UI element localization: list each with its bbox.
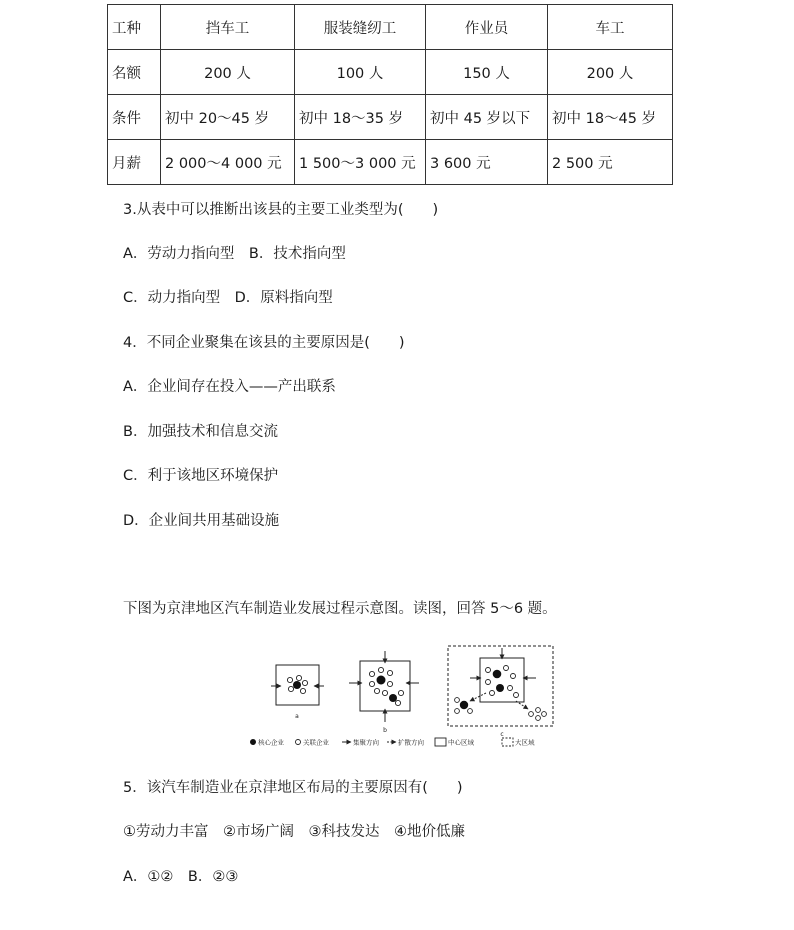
related-company-icon — [296, 740, 301, 745]
legend-related: 关联企业 — [303, 738, 329, 747]
table-cell: 条件 — [108, 95, 161, 140]
table-cell: 初中 45 岁以下 — [426, 95, 548, 140]
panel-b — [349, 651, 419, 734]
question-3-stem: 3.从表中可以推断出该县的主要工业类型为( ) — [123, 202, 439, 218]
table-row — [108, 140, 673, 185]
question-5-option-ab: A．①② B．②③ — [123, 869, 239, 885]
panel-label-a: a — [295, 713, 299, 720]
auto-industry-diagram — [248, 643, 563, 751]
table-cell: 初中 18～35 岁 — [295, 95, 426, 140]
table-cell: 200 人 — [548, 50, 673, 95]
figure-intro: 下图为京津地区汽车制造业发展过程示意图。读图，回答 5～6 题。 — [123, 601, 557, 617]
panel-c — [448, 646, 553, 738]
question-4-option-d: D．企业间共用基础设施 — [123, 513, 280, 529]
table-cell: 1 500～3 000 元 — [295, 140, 426, 185]
table-cell: 200 人 — [161, 50, 295, 95]
question-4-stem: 4．不同企业聚集在该县的主要原因是( ) — [123, 335, 405, 351]
legend-core: 核心企业 — [258, 738, 284, 747]
table-cell: 工种 — [108, 5, 161, 50]
core-company-icon — [250, 739, 256, 745]
table-row — [108, 5, 673, 50]
panel-a — [271, 665, 324, 720]
table-cell: 2 500 元 — [548, 140, 673, 185]
question-5-factors: ①劳动力丰富 ②市场广阔 ③科技发达 ④地价低廉 — [123, 824, 465, 840]
legend-city: 中心区域 — [448, 738, 474, 747]
table-cell: 车工 — [548, 5, 673, 50]
table-cell: 100 人 — [295, 50, 426, 95]
legend-region: 大区域 — [515, 738, 535, 747]
legend-gather: 集聚方向 — [353, 738, 379, 747]
table-cell: 初中 20～45 岁 — [161, 95, 295, 140]
table-cell: 150 人 — [426, 50, 548, 95]
question-5-stem: 5．该汽车制造业在京津地区布局的主要原因有( ) — [123, 780, 463, 796]
table-cell: 2 000～4 000 元 — [161, 140, 295, 185]
job-table — [107, 4, 673, 185]
table-row — [108, 50, 673, 95]
table-cell: 服装缝纫工 — [295, 5, 426, 50]
region-area-icon — [502, 738, 513, 746]
question-4-option-b: B．加强技术和信息交流 — [123, 424, 278, 440]
question-3-options-cd: C．动力指向型 D．原料指向型 — [123, 290, 333, 306]
table-cell: 挡车工 — [161, 5, 295, 50]
table-cell: 月薪 — [108, 140, 161, 185]
city-area-icon — [435, 738, 446, 746]
question-4-option-a: A．企业间存在投入——产出联系 — [123, 379, 336, 395]
legend-spread: 扩散方向 — [398, 738, 424, 747]
table-cell: 作业员 — [426, 5, 548, 50]
table-cell: 初中 18～45 岁 — [548, 95, 673, 140]
question-4-option-c: C．利于该地区环境保护 — [123, 468, 279, 484]
table-cell: 名额 — [108, 50, 161, 95]
table-row — [108, 95, 673, 140]
table-cell: 3 600 元 — [426, 140, 548, 185]
panel-label-b: b — [383, 727, 387, 734]
panel-label-c: c — [500, 731, 504, 738]
legend — [250, 738, 535, 747]
question-3-options-ab: A．劳动力指向型 B．技术指向型 — [123, 246, 346, 262]
